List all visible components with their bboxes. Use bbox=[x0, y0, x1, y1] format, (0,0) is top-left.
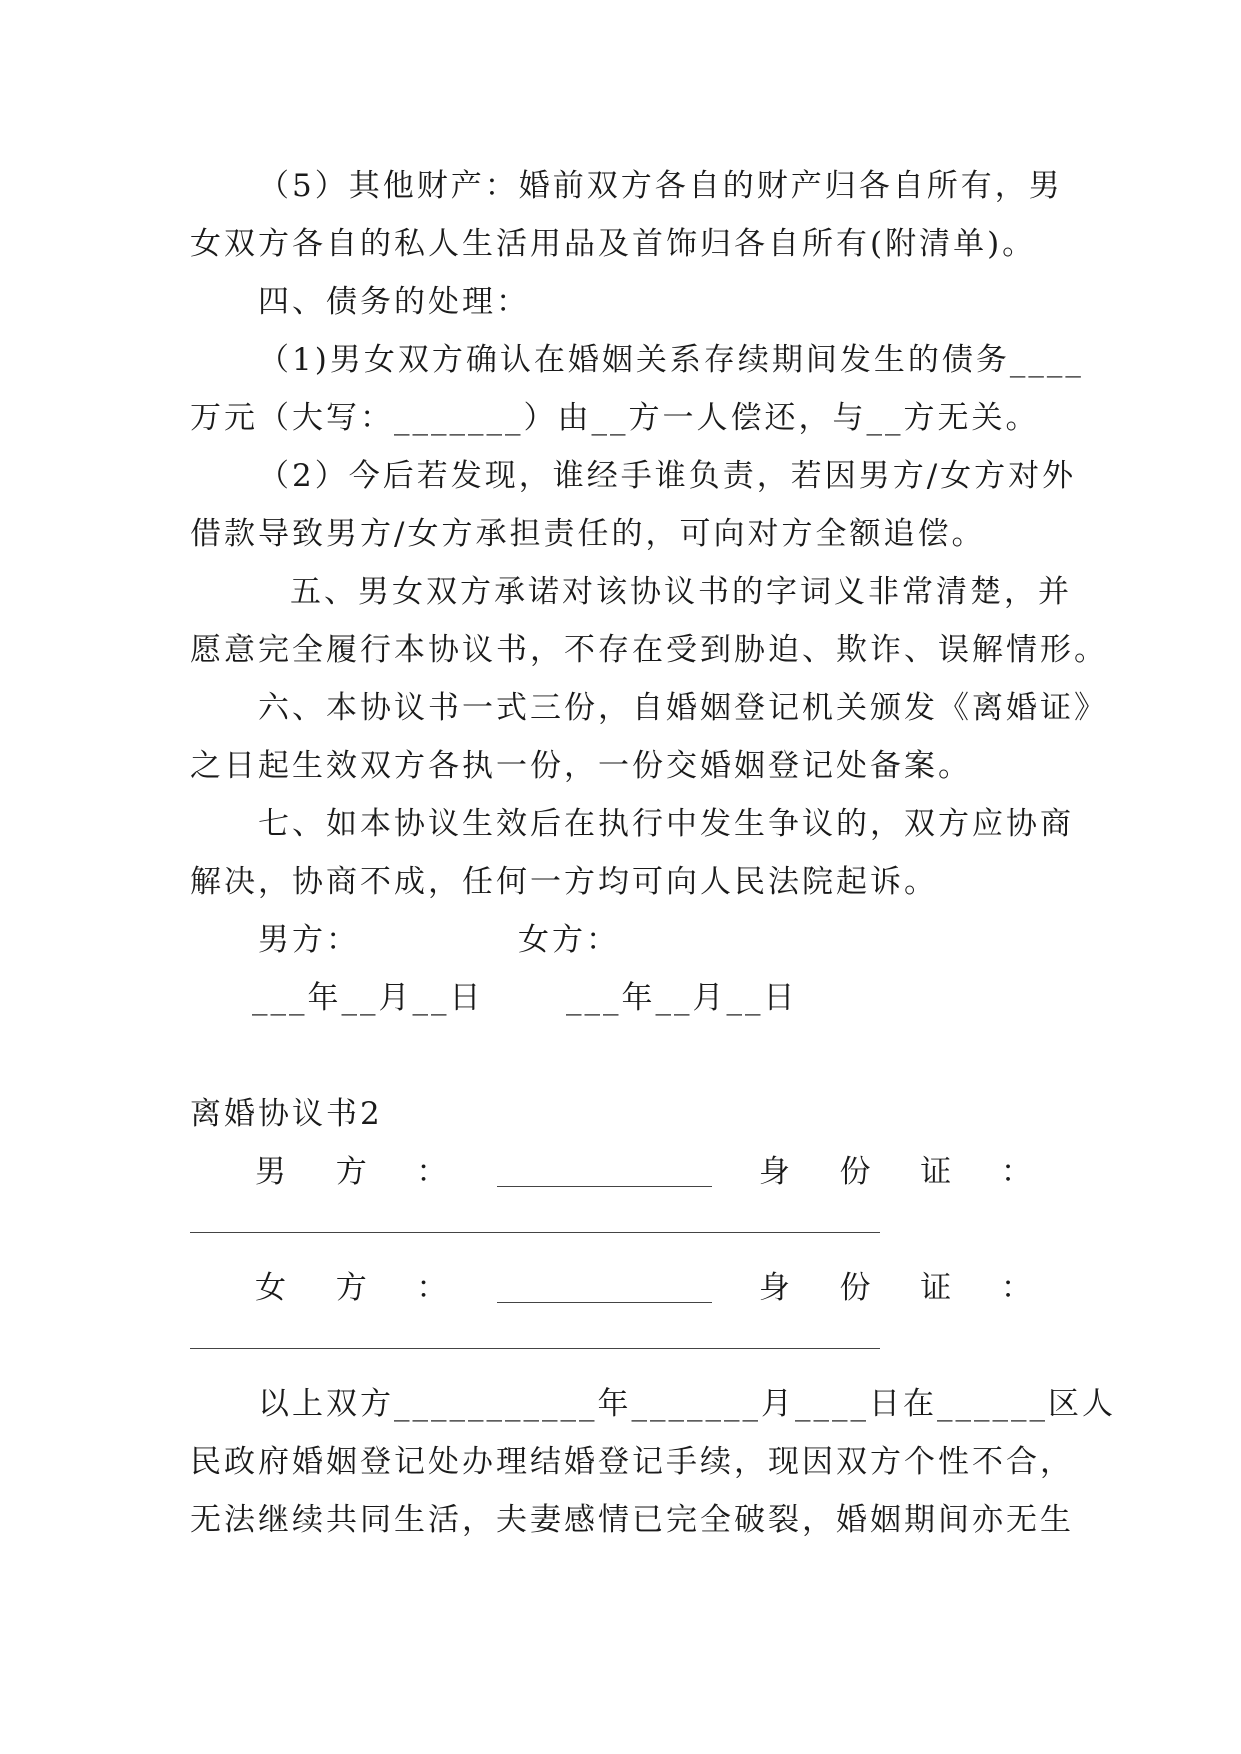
paragraph-five-line1: 五、男女双方承诺对该协议书的字词义非常清楚，并 bbox=[290, 574, 1072, 610]
male-char-2: 方 bbox=[335, 1154, 370, 1190]
female-name-blank bbox=[497, 1274, 712, 1303]
male-colon: ： bbox=[416, 1154, 451, 1190]
paragraph-other-property-line1: （5）其他财产：婚前双方各自的财产归各自所有，男 bbox=[258, 168, 1063, 204]
agreement2-body-line1: 以上双方___________年_______月____日在______区人 bbox=[258, 1386, 1116, 1422]
male-id-colon: ： bbox=[1000, 1154, 1035, 1190]
paragraph-debt-2-line2: 借款导致男方/女方承担责任的，可向对方全额追偿。 bbox=[190, 516, 986, 552]
male-id-char-2: 份 bbox=[839, 1154, 874, 1190]
signature-female-label: 女方： bbox=[518, 922, 620, 958]
female-id-char-2: 份 bbox=[839, 1270, 874, 1306]
female-id-blank bbox=[190, 1348, 880, 1349]
female-id-char-3: 证 bbox=[920, 1270, 955, 1306]
female-char-2: 方 bbox=[335, 1270, 370, 1306]
paragraph-debt-1-line2: 万元（大写：_______）由__方一人偿还，与__方无关。 bbox=[190, 400, 1040, 436]
paragraph-five-line2: 愿意完全履行本协议书，不存在受到胁迫、欺诈、误解情形。 bbox=[190, 632, 1108, 668]
female-char-1: 女 bbox=[255, 1270, 289, 1306]
signature-female-date: ___年__月__日 bbox=[566, 980, 798, 1016]
male-party-row bbox=[255, 1152, 1035, 1192]
female-party-row bbox=[255, 1268, 1035, 1308]
agreement2-body-line2: 民政府婚姻登记处办理结婚登记手续，现因双方个性不合， bbox=[190, 1444, 1074, 1480]
heading-debt-handling: 四、债务的处理： bbox=[258, 284, 530, 320]
signature-male-date: ___年__月__日 bbox=[252, 980, 484, 1016]
signature-male-label: 男方： bbox=[258, 922, 360, 958]
female-id-colon: ： bbox=[1000, 1270, 1035, 1306]
paragraph-six-line2: 之日起生效双方各执一份，一份交婚姻登记处备案。 bbox=[190, 748, 972, 784]
male-name-blank bbox=[497, 1158, 712, 1187]
paragraph-seven-line1: 七、如本协议生效后在执行中发生争议的，双方应协商 bbox=[258, 806, 1074, 842]
paragraph-debt-1-line1: （1)男女双方确认在婚姻关系存续期间发生的债务____ bbox=[258, 342, 1084, 378]
female-colon: ： bbox=[416, 1270, 451, 1306]
paragraph-debt-2-line1: （2）今后若发现，谁经手谁负责，若因男方/女方对外 bbox=[258, 458, 1077, 494]
male-char-1: 男 bbox=[255, 1154, 289, 1190]
male-id-char-3: 证 bbox=[920, 1154, 955, 1190]
female-id-char-1: 身 bbox=[758, 1270, 793, 1306]
section-title-agreement-2: 离婚协议书2 bbox=[190, 1096, 383, 1132]
paragraph-seven-line2: 解决，协商不成，任何一方均可向人民法院起诉。 bbox=[190, 864, 938, 900]
paragraph-other-property-line2: 女双方各自的私人生活用品及首饰归各自所有(附清单)。 bbox=[190, 226, 1037, 262]
agreement2-body-line3: 无法继续共同生活，夫妻感情已完全破裂，婚姻期间亦无生 bbox=[190, 1502, 1074, 1538]
male-id-char-1: 身 bbox=[758, 1154, 793, 1190]
male-id-blank bbox=[190, 1232, 880, 1233]
paragraph-six-line1: 六、本协议书一式三份，自婚姻登记机关颁发《离婚证》 bbox=[258, 690, 1108, 726]
